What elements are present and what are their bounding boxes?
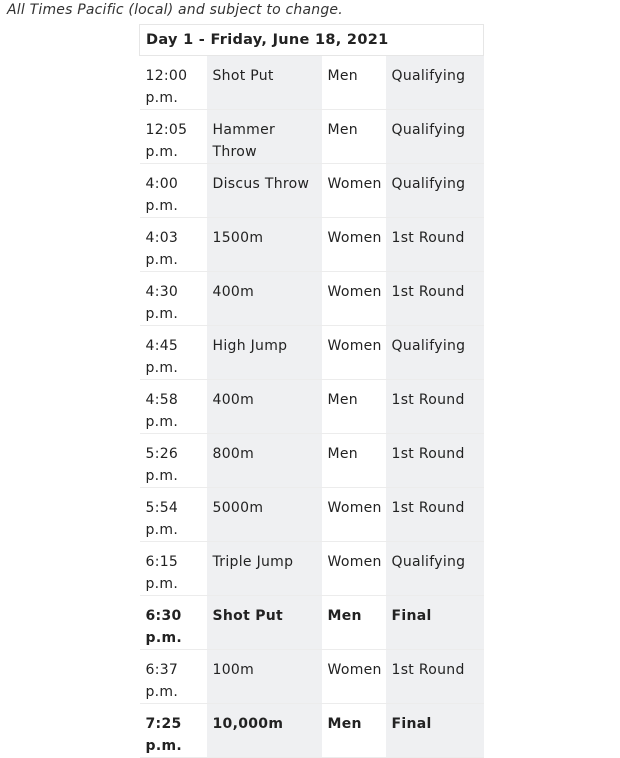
- event-gender: Women: [322, 542, 386, 596]
- table-row: [140, 542, 484, 596]
- table-row: [140, 596, 484, 650]
- event-gender: Women: [322, 650, 386, 704]
- event-name: High Jump: [207, 326, 322, 380]
- event-round: Qualifying: [386, 164, 484, 218]
- event-time: 4:30 p.m.: [140, 272, 207, 326]
- event-round: Qualifying: [386, 56, 484, 110]
- event-name: 800m: [207, 434, 322, 488]
- event-time: 5:26 p.m.: [140, 434, 207, 488]
- event-name: Shot Put: [207, 56, 322, 110]
- event-gender: Men: [322, 56, 386, 110]
- day-header-row: [140, 25, 484, 56]
- event-name: 100m: [207, 650, 322, 704]
- table-row: [140, 380, 484, 434]
- event-gender: Women: [322, 326, 386, 380]
- event-gender: Men: [322, 380, 386, 434]
- event-time: 4:58 p.m.: [140, 380, 207, 434]
- event-round: 1st Round: [386, 488, 484, 542]
- table-row: [140, 164, 484, 218]
- table-row: [140, 488, 484, 542]
- event-gender: Women: [322, 272, 386, 326]
- event-name: 1500m: [207, 218, 322, 272]
- event-round: 1st Round: [386, 272, 484, 326]
- event-round: 1st Round: [386, 218, 484, 272]
- event-time: 12:00 p.m.: [140, 56, 207, 110]
- schedule-note: All Times Pacific (local) and subject to change.: [7, 2, 343, 18]
- event-time: 4:03 p.m.: [140, 218, 207, 272]
- event-round: Qualifying: [386, 542, 484, 596]
- event-time: 12:05 p.m.: [140, 110, 207, 164]
- event-time: 6:15 p.m.: [140, 542, 207, 596]
- event-time: 4:00 p.m.: [140, 164, 207, 218]
- schedule-table: [139, 24, 484, 758]
- event-name: Triple Jump: [207, 542, 322, 596]
- event-gender: Men: [322, 704, 386, 758]
- event-gender: Men: [322, 110, 386, 164]
- table-row: [140, 704, 484, 758]
- event-round: Qualifying: [386, 110, 484, 164]
- event-time: 7:25 p.m.: [140, 704, 207, 758]
- event-name: Discus Throw: [207, 164, 322, 218]
- event-name: Hammer Throw: [207, 110, 322, 164]
- event-gender: Women: [322, 488, 386, 542]
- event-time: 6:37 p.m.: [140, 650, 207, 704]
- event-round: 1st Round: [386, 434, 484, 488]
- table-row: [140, 218, 484, 272]
- event-name: 10,000m: [207, 704, 322, 758]
- event-gender: Men: [322, 596, 386, 650]
- event-name: Shot Put: [207, 596, 322, 650]
- event-round: 1st Round: [386, 650, 484, 704]
- event-name: 400m: [207, 272, 322, 326]
- event-name: 400m: [207, 380, 322, 434]
- schedule-body: [140, 56, 484, 758]
- event-time: 6:30 p.m.: [140, 596, 207, 650]
- event-time: 5:54 p.m.: [140, 488, 207, 542]
- table-row: [140, 272, 484, 326]
- event-gender: Women: [322, 164, 386, 218]
- day-header: Day 1 - Friday, June 18, 2021: [140, 25, 484, 56]
- event-round: Final: [386, 596, 484, 650]
- event-time: 4:45 p.m.: [140, 326, 207, 380]
- event-round: Qualifying: [386, 326, 484, 380]
- table-row: [140, 326, 484, 380]
- event-round: Final: [386, 704, 484, 758]
- table-row: [140, 434, 484, 488]
- table-row: [140, 650, 484, 704]
- event-name: 5000m: [207, 488, 322, 542]
- event-round: 1st Round: [386, 380, 484, 434]
- event-gender: Women: [322, 218, 386, 272]
- table-row: [140, 110, 484, 164]
- event-gender: Men: [322, 434, 386, 488]
- table-row: [140, 56, 484, 110]
